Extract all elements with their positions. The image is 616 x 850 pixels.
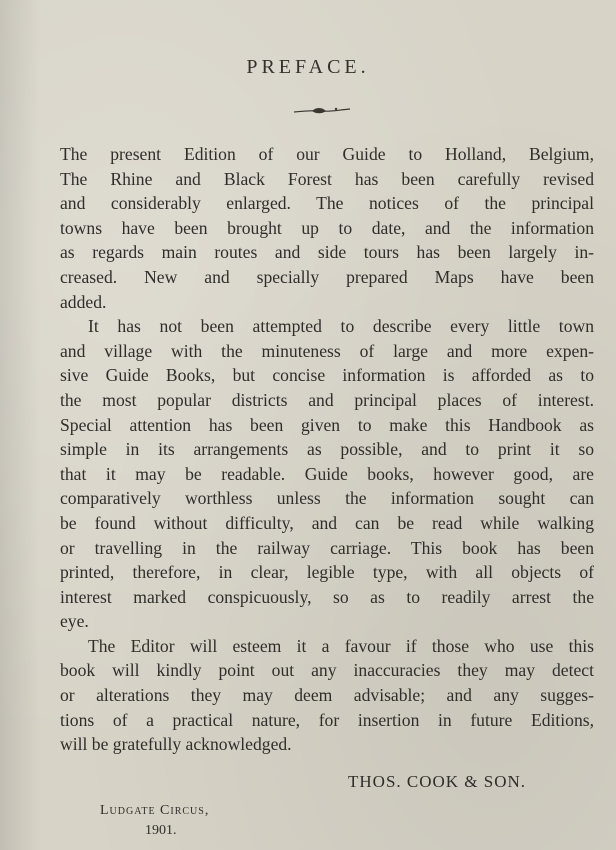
text-line: The Rhine and Black Forest has been carefully revised [60, 168, 594, 189]
text-line: creased. New and specially prepared Maps have been [60, 266, 594, 287]
leaf-flourish-icon [292, 104, 352, 118]
text-line: towns have been brought up to date, and the information [60, 217, 594, 238]
preface-text [60, 142, 594, 757]
text-line: added. [60, 291, 107, 312]
text-line: and village with the minuteness of large and more expen- [60, 340, 594, 361]
text-line: or travelling in the railway carriage. This book has been [60, 537, 594, 558]
text-line: book will kindly point out any inaccuracies they may detect [60, 660, 594, 681]
year-line: 1901. [145, 823, 177, 838]
text-line: the most popular districts and principal places of interest. [60, 389, 594, 410]
text-line: simple in its arrangements as possible, and to print it so [60, 439, 594, 460]
text-line: be found without difficulty, and can be read while walking [60, 512, 594, 533]
text-line: sive Guide Books, but concise information is afforded as to [60, 365, 594, 386]
text-line: Special attention has been given to make this Handbook as [60, 414, 594, 435]
text-line: tions of a practical nature, for insertion in future Editions, [60, 709, 594, 730]
page-title: PREFACE. [246, 56, 370, 78]
text-line: that it may be readable. Guide books, however good, are [60, 463, 594, 484]
text-line: comparatively worthless unless the information sought can [60, 488, 594, 509]
signature: THOS. COOK & SON. [348, 772, 527, 791]
text-line: printed, therefore, in clear, legible type, with all objects of [60, 562, 594, 583]
text-line: as regards main routes and side tours has been largely in- [60, 242, 594, 263]
text-line: will be gratefully acknowledged. [60, 734, 292, 755]
text-line: The Editor will esteem it a favour if those who use this [88, 635, 594, 656]
text-line: interest marked conspicuously, so as to readily arrest the [60, 586, 594, 607]
text-line: The present Edition of our Guide to Holland, Belgium, [60, 144, 594, 164]
text-line: or alterations they may deem advisable; and any sugges- [60, 685, 594, 706]
text-line: and considerably enlarged. The notices of the principal [60, 193, 594, 214]
text-line: It has not been attempted to describe every little town [88, 316, 594, 337]
place-line: Ludgate Circus, [100, 803, 210, 818]
text-line: eye. [60, 611, 89, 632]
